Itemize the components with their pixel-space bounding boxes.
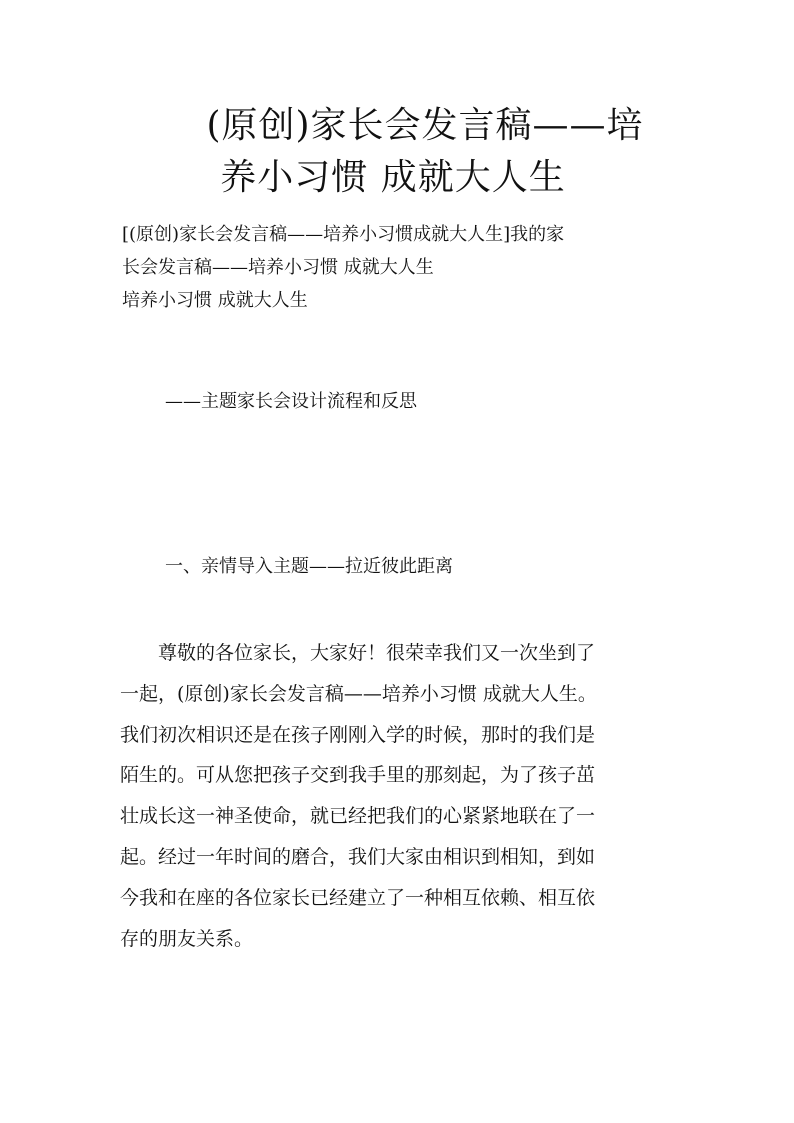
document-title [120, 100, 720, 204]
intro-block [122, 218, 682, 317]
paragraph-line: 我们初次相识还是在孩子刚刚入学的时候，那时的我们是 [120, 723, 596, 746]
paragraph-line: 壮成长这一神圣使命，就已经把我们的心紧紧地联在了一 [120, 805, 596, 828]
title-line-1: (原创)家长会发言稿——培 [206, 105, 644, 146]
paragraph-line: 存的朋友关系。 [120, 927, 254, 950]
intro-line-1: [(原创)家长会发言稿——培养小习惯成就大人生]我的家 [122, 224, 565, 245]
paragraph-line: 起。经过一年时间的磨合，我们大家由相识到相知，到如 [120, 845, 596, 868]
body-paragraph [120, 633, 675, 959]
intro-line-3: 培养小习惯 成就大人生 [122, 290, 308, 311]
paragraph-line: 一起，(原创)家长会发言稿——培养小习惯 成就大人生。 [120, 682, 597, 705]
paragraph-line: 尊敬的各位家长，大家好！很荣幸我们又一次坐到了 [158, 642, 596, 664]
title-line-2: 养小习惯 成就大人生 [220, 157, 566, 198]
paragraph-line: 今我和在座的各位家长已经建立了一种相互依赖、相互依 [120, 886, 596, 909]
section-heading-1: 一、亲情导入主题——拉近彼此距离 [165, 556, 453, 577]
intro-line-2: 长会发言稿——培养小习惯 成就大人生 [122, 257, 434, 278]
document-subtitle: ——主题家长会设计流程和反思 [165, 391, 417, 412]
paragraph-line: 陌生的。可从您把孩子交到我手里的那刻起，为了孩子茁 [120, 764, 596, 787]
